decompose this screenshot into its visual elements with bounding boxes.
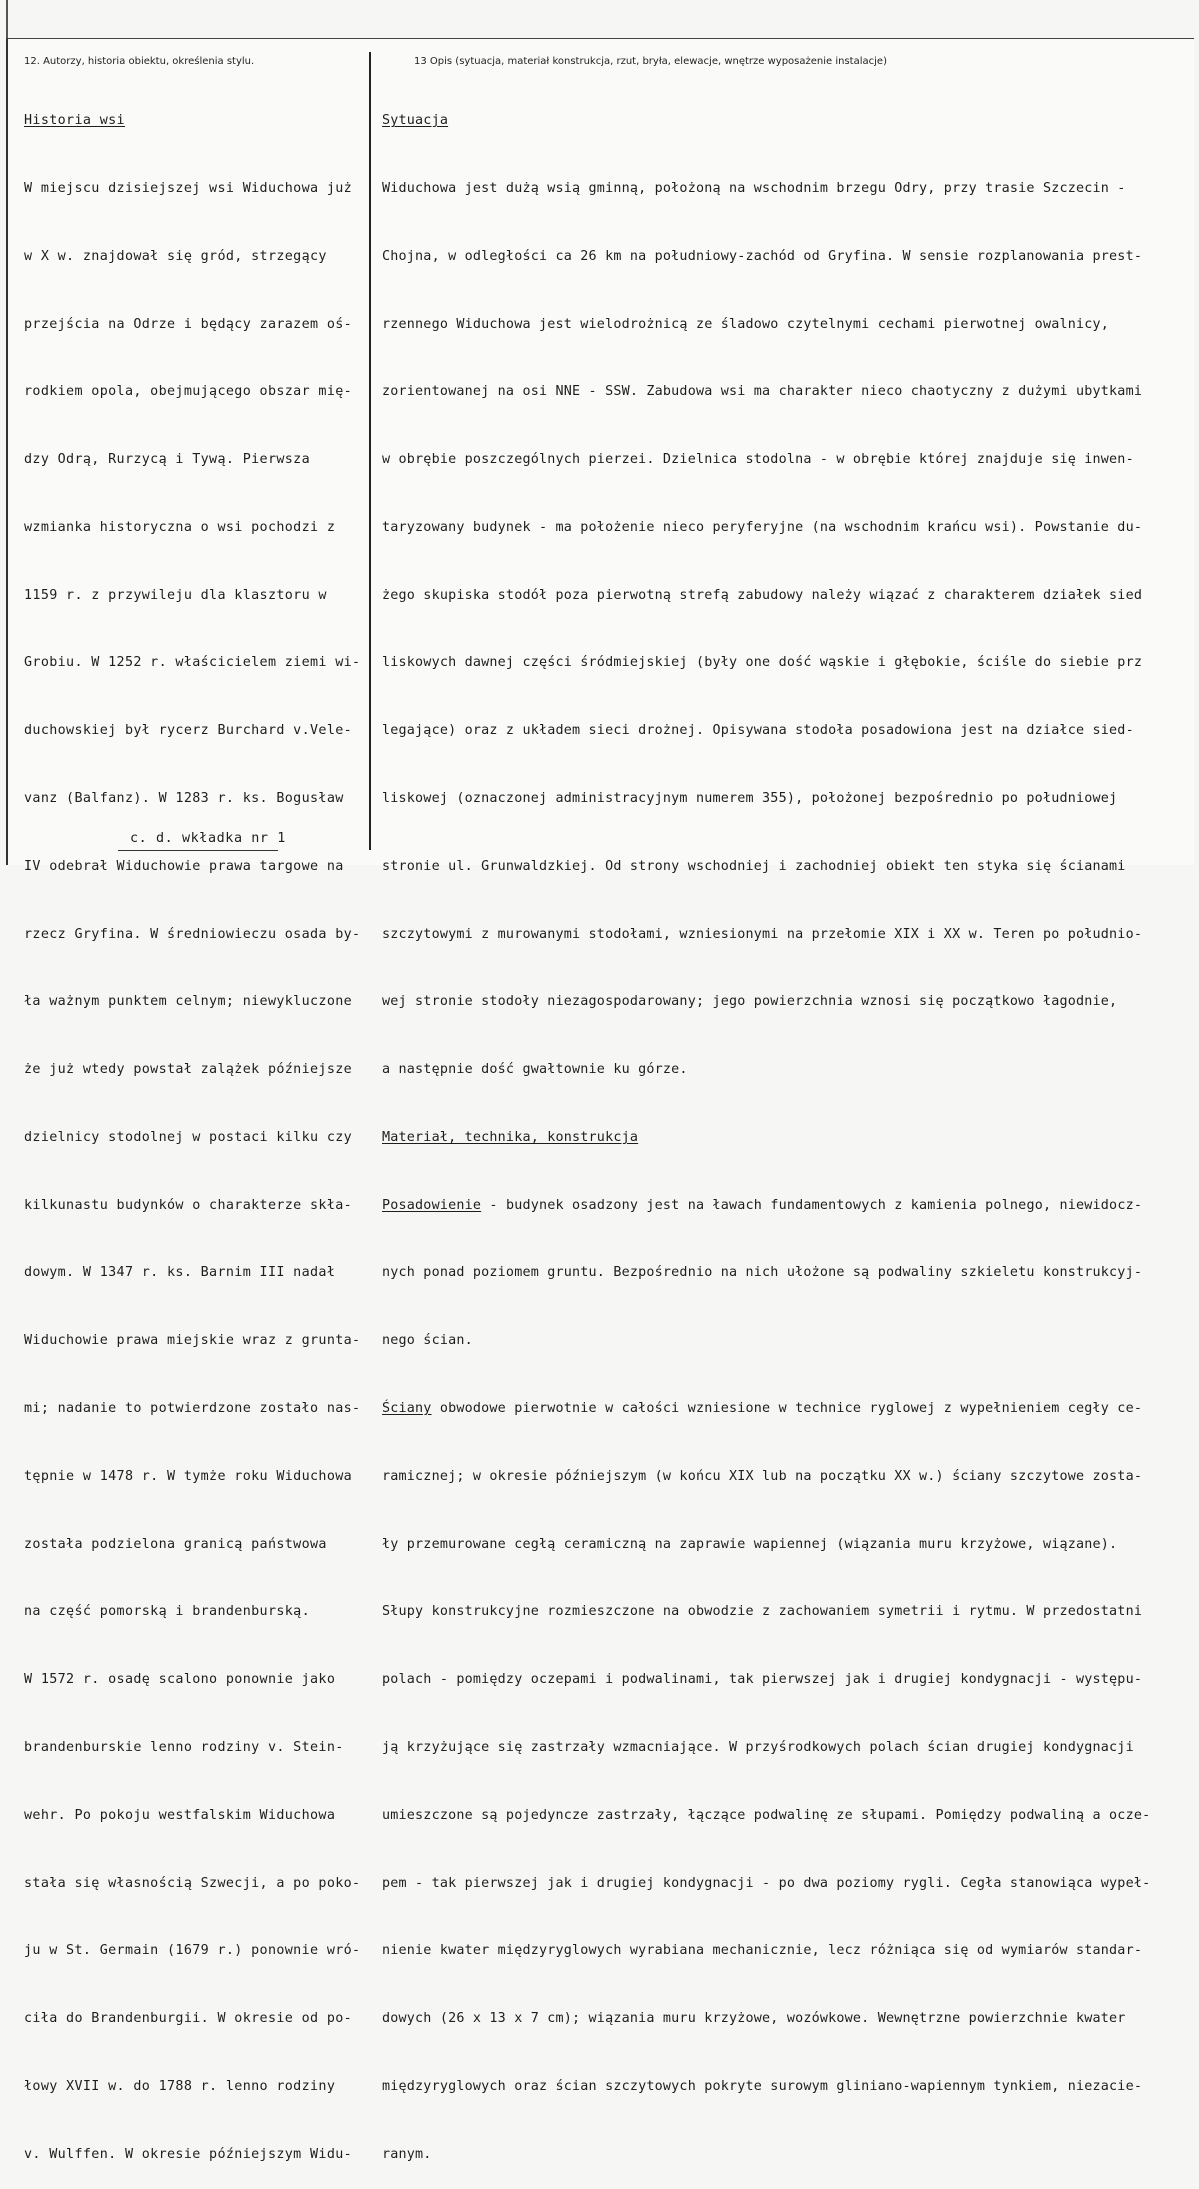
text-line: ciła do Brandenburgii. W okresie od po-: [24, 2011, 353, 2027]
continuation-note: c. d. wkładka nr 1: [130, 831, 286, 846]
text-line: Słupy konstrukcyjne rozmieszczone na obwodzie z zachowaniem symetrii i rytmu. W przedostatni: [382, 1604, 1143, 1620]
text-line: duchowskiej był rycerz Burchard v.Vele-: [24, 723, 353, 739]
text-line: w X w. znajdował się gród, strzegący: [24, 248, 327, 264]
left-column-header: 12. Autorzy, historia obiektu, określenia stylu.: [24, 56, 255, 67]
text-line: ły przemurowane cegłą ceramiczną na zaprawie wapiennej (wiązania muru krzyżowe, wiązane).: [382, 1536, 1118, 1552]
text-line: W 1572 r. osadę scalono ponownie jako: [24, 1672, 336, 1688]
text-line: Chojna, w odległości ca 26 km na południowy-zachód od Gryfina. W sensie rozplanowania prest-: [382, 248, 1143, 264]
section-heading-situation: Sytuacja: [382, 113, 449, 129]
text-line: taryzowany budynek - ma położenie nieco peryferyjne (na wschodnim krańcu wsi). Powstanie du-: [382, 519, 1143, 535]
text-line: wej stronie stodoły niezagospodarowany; jego powierzchnia wznosi się początkowo łagodnie,: [382, 994, 1118, 1010]
text-line: szczytowymi z murowanymi stodołami, wzniesionymi na przełomie XIX i XX w. Teren po południo-: [382, 926, 1143, 942]
text-line: Ściany obwodowe pierwotnie w całości wzniesione w technice ryglowej z wypełnieniem cegły ce-: [382, 1401, 1143, 1417]
section-heading-history: Historia wsi: [24, 113, 125, 129]
text-line: vanz (Balfanz). W 1283 r. ks. Bogusław: [24, 791, 344, 806]
text-line: v. Wulffen. W okresie późniejszym Widu-: [24, 2146, 353, 2162]
text-line: ją krzyżujące się zastrzały wzmacniające. W przyśrodkowych polach ścian drugiej kondygnacji: [382, 1739, 1134, 1755]
text-line: liskowych dawnej części śródmiejskiej (były one dość wąskie i głębokie, ściśle do siebie prz: [382, 655, 1143, 671]
text-line: 1159 r. z przywileju dla klasztoru w: [24, 587, 327, 603]
sheet-corner-line: [6, 0, 8, 40]
text-line: Posadowienie - budynek osadzony jest na ławach fundamentowych z kamienia polnego, niewidocz-: [382, 1197, 1143, 1213]
text-line: W miejscu dzisiejszej wsi Widuchowa już: [24, 180, 353, 196]
text-line: Grobiu. W 1252 r. właścicielem ziemi wi-: [24, 655, 361, 671]
text-line: rzennego Widuchowa jest wielodrożnicą ze śladowo czytelnymi cechami pierwotnej owalnicy,: [382, 316, 1110, 332]
text-line: dowym. W 1347 r. ks. Barnim III nadał: [24, 1265, 336, 1281]
text-line: na część pomorską i brandenburską.: [24, 1604, 311, 1620]
text-line: nych ponad poziomem gruntu. Bezpośrednio na nich ułożone są podwaliny szkieletu konstrukcyj-: [382, 1265, 1143, 1281]
text-line: polach - pomiędzy oczepami i podwalinami, tak pierwszej jak i drugiej kondygnacji - występu-: [382, 1672, 1143, 1688]
text-line: że już wtedy powstał zalążek późniejsze: [24, 1062, 353, 1078]
text-line: stronie ul. Grunwaldzkiej. Od strony wschodniej i zachodniej obiekt ten styka się ścianami: [382, 858, 1126, 874]
text-line: zorientowanej na osi NNE - SSW. Zabudowa wsi ma charakter nieco chaotyczny z dużymi ubytkami: [382, 384, 1143, 400]
text-line: Widuchowie prawa miejskie wraz z grunta-: [24, 1333, 361, 1349]
text-line: kilkunastu budynków o charakterze skła-: [24, 1197, 353, 1213]
text-line: nienie kwater międzyryglowych wyrabiana mechanicznie, lecz różniąca się od wymiarów standar-: [382, 1943, 1143, 1959]
text-line: ranym.: [382, 2146, 432, 2162]
text-line: dzielnicy stodolnej w postaci kilku czy: [24, 1129, 353, 1145]
text-line: mi; nadanie to potwierdzone zostało nas-: [24, 1401, 361, 1417]
text-line: dowych (26 x 13 x 7 cm); wiązania muru krzyżowe, wozówkowe. Wewnętrzne powierzchnie kwater: [382, 2011, 1126, 2027]
text-line: nego ścian.: [382, 1333, 473, 1349]
text-line: IV odebrał Widuchowie prawa targowe na: [24, 858, 344, 874]
section-heading-material: Materiał, technika, konstrukcja: [382, 1129, 639, 1145]
text-line: a następnie dość gwałtownie ku górze.: [382, 1062, 688, 1078]
text-line: ła ważnym punktem celnym; niewykluczone: [24, 994, 353, 1010]
text-line: w obrębie poszczególnych pierzei. Dzielnica stodolna - w obrębie której znajduje się inwen-: [382, 452, 1134, 468]
column-divider: [369, 52, 371, 850]
lead-in-term: Ściany: [382, 1401, 432, 1417]
text-line: dzy Odrą, Rurzycą i Tywą. Pierwsza: [24, 452, 311, 468]
text-line: została podzielona granicą państwowa: [24, 1536, 327, 1552]
text-line: brandenburskie lenno rodziny v. Stein-: [24, 1739, 344, 1755]
text-line: łowy XVII w. do 1788 r. lenno rodziny: [24, 2078, 336, 2094]
text-line: żego skupiska stodół poza pierwotną strefą zabudowy należy wiązać z charakterem działek sied: [382, 587, 1143, 603]
text-line: ju w St. Germain (1679 r.) ponownie wró-: [24, 1943, 361, 1959]
footer-underline: [118, 850, 278, 851]
right-column-header: 13 Opis (sytuacja, materiał konstrukcja, rzut, bryła, elewacje, wnętrze wyposażenie instalacje): [414, 56, 887, 67]
text-line: przejścia na Odrze i będący zarazem oś-: [24, 316, 353, 332]
lead-in-term: Posadowienie: [382, 1197, 482, 1213]
text-line: ramicznej; w okresie późniejszym (w końcu XIX lub na początku XX w.) ściany szczytowe zosta-: [382, 1468, 1143, 1484]
text-line: rodkiem opola, obejmującego obszar mię-: [24, 384, 353, 400]
history-column: [24, 65, 360, 2189]
text-line: legające) oraz z układem sieci drożnej. Opisywana stodoła posadowiona jest na działce sied-: [382, 723, 1134, 739]
text-line: wzmianka historyczna o wsi pochodzi z: [24, 519, 336, 535]
text-line: międzyryglowych oraz ścian szczytowych pokryte surowym gliniano-wapiennym tynkiem, niezacie-: [382, 2078, 1143, 2094]
text-line: Widuchowa jest dużą wsią gminną, położoną na wschodnim brzegu Odry, przy trasie Szczecin -: [382, 180, 1126, 196]
text-line: stała się własnością Szwecji, a po poko-: [24, 1875, 361, 1891]
text-line: liskowej (oznaczonej administracyjnym numerem 355), położonej bezpośrednio po południowej: [382, 791, 1118, 806]
description-column: [382, 65, 1150, 2189]
text-line: tępnie w 1478 r. W tymże roku Widuchowa: [24, 1468, 353, 1484]
text-line: pem - tak pierwszej jak i drugiej kondygnacji - po dwa poziomy rygli. Cegła stanowiąca wypeł-: [382, 1875, 1151, 1891]
text-line: umieszczone są pojedyncze zastrzały, łączące podwalinę ze słupami. Pomiędzy podwaliną a ocze-: [382, 1807, 1151, 1823]
text-line: wehr. Po pokoju westfalskim Widuchowa: [24, 1807, 336, 1823]
text-line: rzecz Gryfina. W średniowieczu osada by-: [24, 926, 361, 942]
